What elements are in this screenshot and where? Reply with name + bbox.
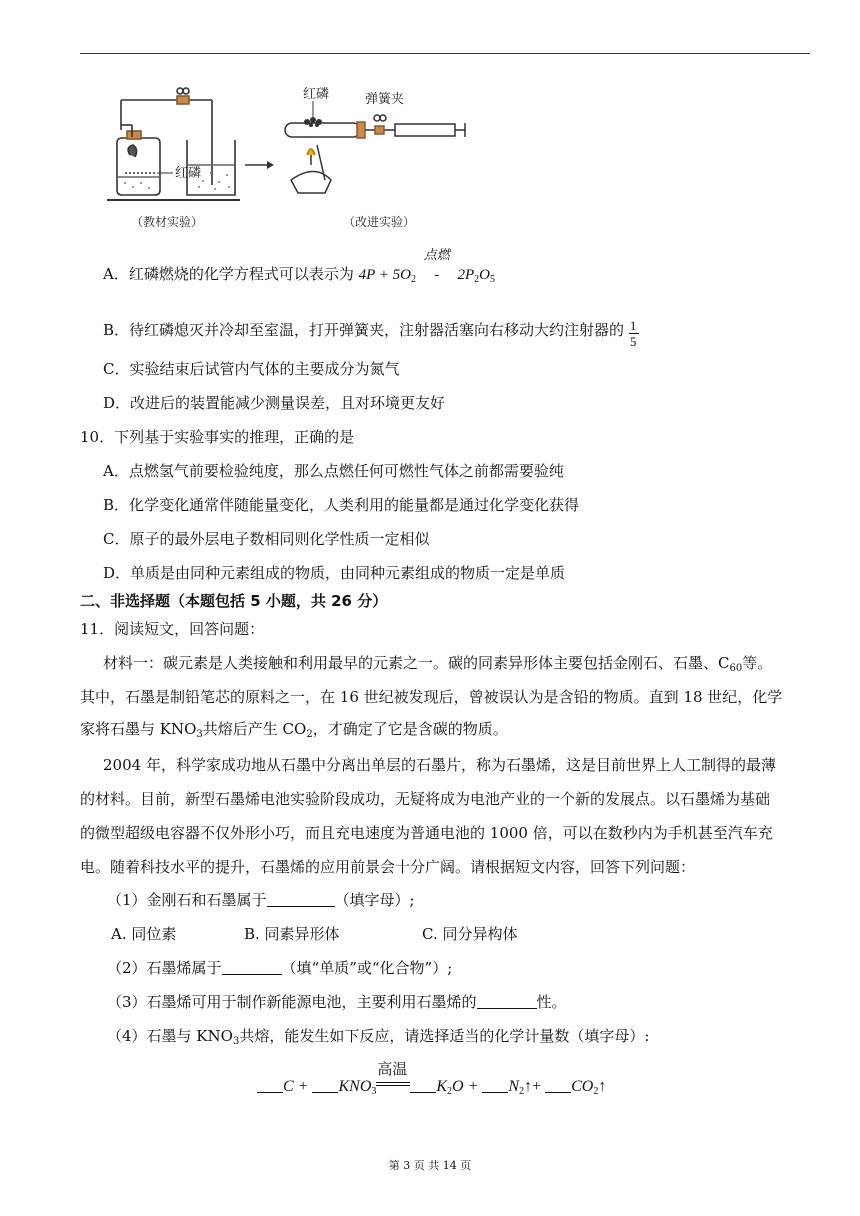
label-red-phosphorus-right: 红磷 xyxy=(303,87,330,102)
q11-sub1 xyxy=(107,890,415,910)
sub4-text-b: 共熔，能发生如下反应，请选择适当的化学计量数（填字母）: xyxy=(239,1027,650,1045)
q10-option-c: C．原子的最外层电子数相同则化学性质一定相似 xyxy=(103,530,430,548)
coef-blank-k2o[interactable] xyxy=(410,1078,436,1093)
passage-p2-line1: 2004 年，科学家成功地从石墨中分离出单层的石墨片，称为石墨烯，这是目前世界上人工制得的最薄 xyxy=(103,756,776,774)
eq-n-arrow: ↑+ xyxy=(524,1078,542,1095)
eq-product-mid: O xyxy=(479,267,490,283)
sub4-text-a: （4）石墨与 KNO xyxy=(107,1027,233,1045)
p1-l3-a: 家将石墨与 KNO xyxy=(80,720,197,738)
eq-n: N xyxy=(508,1078,520,1095)
q11-sub3 xyxy=(107,992,567,1012)
page-footer: 第 3 页 共 14 页 xyxy=(388,1159,472,1172)
q9-option-b xyxy=(103,318,639,348)
reaction-condition-text: 高温 xyxy=(377,1062,408,1078)
answer-blank-1[interactable] xyxy=(267,892,335,907)
q9-option-a xyxy=(103,247,495,290)
q11-sub4 xyxy=(107,1026,649,1052)
q9-option-c: C．实验结束后试管内气体的主要成分为氮气 xyxy=(103,360,400,378)
passage-p2-line4: 电。随着科技水平的提升，石墨烯的应用前景会十分广阔。请根据短文内容，回答下列问题： xyxy=(80,858,696,876)
p1-l3-sub1: 3 xyxy=(196,729,203,740)
section-title: 二、非选择题（本题包括 5 小题，共 26 分） xyxy=(80,592,388,610)
passage-p2-line2: 的材料。目前，新型石墨烯电池实验阶段成功，无疑将成为电池产业的一个新的发展点。以石墨烯为基础 xyxy=(80,790,771,808)
eq-kno: KNO xyxy=(338,1078,372,1095)
eq-co-arrow: ↑ xyxy=(598,1078,607,1095)
coef-blank-co2[interactable] xyxy=(545,1078,571,1093)
sub4-sub: 3 xyxy=(232,1036,240,1047)
p1-l3-c: ，才确定了它是含碳的物质。 xyxy=(312,720,508,738)
eq-o-plus: O + xyxy=(452,1078,479,1095)
eq-product-sub1: 2 xyxy=(474,274,480,285)
passage-p1-line2: 其中，石墨是制铅笔芯的原料之一，在 16 世纪被发现后，曾被误认为是含铅的物质。直到 18 世纪，化学 xyxy=(80,688,783,706)
eq-co-sub: 2 xyxy=(593,1086,599,1097)
q10-option-a: A．点燃氢气前要检验纯度，那么点燃任何可燃性气体之前都需要验纯 xyxy=(103,462,564,480)
eq-reactants-sub: 2 xyxy=(410,274,416,285)
eq-product: 2P xyxy=(457,267,475,283)
eq-k-sub: 2 xyxy=(447,1086,453,1097)
p1-l3-b: 共熔后产生 CO xyxy=(202,720,307,738)
q11-stem: 11．阅读短文，回答问题： xyxy=(80,620,265,638)
arrow-right-icon xyxy=(245,161,274,169)
eq-k: K xyxy=(436,1078,448,1095)
passage-p2-line3: 的微型超级电容器不仅外形小巧，而且充电速度为普通电池的 1000 倍，可以在数秒内为手机甚至汽车充 xyxy=(80,824,773,842)
coef-blank-n2[interactable] xyxy=(482,1078,508,1093)
label-spring-clamp: 弹簧夹 xyxy=(365,92,405,107)
choice-a: A. 同位素 xyxy=(111,925,177,943)
eq-reactants: 4P + 5O xyxy=(358,267,411,283)
q10-stem: 10．下列基于实验事实的推理，正确的是 xyxy=(80,428,355,446)
coef-blank-kno3[interactable] xyxy=(312,1078,338,1093)
eq-n-sub: 2 xyxy=(519,1086,525,1097)
passage-p1-line1 xyxy=(103,653,772,679)
caption-textbook: （教材实验） xyxy=(131,215,204,229)
phosphorus-pile xyxy=(304,117,322,127)
p1-l1-text: 材料一：碳元素是人类接触和利用最早的元素之一。碳的同素异形体主要包括金刚石、石墨、C xyxy=(103,654,730,672)
coef-blank-c[interactable] xyxy=(257,1078,283,1093)
p1-l1-sub: 60 xyxy=(729,663,743,674)
p1-l3-sub2: 2 xyxy=(306,729,313,740)
eq-condition: 点燃 xyxy=(423,247,450,262)
sub2-text: （2）石墨烯属于 xyxy=(107,959,222,977)
fraction-num: 1 xyxy=(629,318,637,333)
passage-p1-line3 xyxy=(80,719,508,745)
reaction-equation xyxy=(257,1062,607,1102)
caption-improved: （改进实验） xyxy=(343,215,416,229)
answer-blank-3[interactable] xyxy=(477,994,537,1009)
q10-option-d: D．单质是由同种元素组成的物质，由同种元素组成的物质一定是单质 xyxy=(103,564,566,582)
textbook-apparatus xyxy=(107,88,240,200)
p1-l1-end: 等。 xyxy=(742,654,773,672)
answer-blank-2[interactable] xyxy=(222,960,282,975)
eq-kno-sub: 3 xyxy=(371,1086,377,1097)
fraction-one-fifth xyxy=(629,318,639,348)
eq-product-sub2: 5 xyxy=(490,274,495,285)
eq-co: CO xyxy=(571,1078,594,1095)
choice-b: B. 同素异形体 xyxy=(244,925,340,943)
q9-equation xyxy=(358,247,495,290)
apparatus-figure xyxy=(95,85,475,235)
sub1-text: （1）金刚石和石墨属于 xyxy=(107,891,267,909)
sub3-text: （3）石墨烯可用于制作新能源电池，主要利用石墨烯的 xyxy=(107,993,477,1011)
q9-option-d: D．改进后的装置能减少测量误差，且对环境更友好 xyxy=(103,394,446,412)
q10-option-b: B．化学变化通常伴随能量变化，人类利用的能量都是通过化学变化获得 xyxy=(103,496,580,514)
eq-condition-box: 点燃 - xyxy=(420,265,454,285)
label-red-phosphorus-left: 红磷 xyxy=(175,166,202,181)
q9-option-a-text: A．红磷燃烧的化学方程式可以表示为 xyxy=(103,265,354,283)
q11-sub2 xyxy=(107,958,452,978)
eq-c: C + xyxy=(283,1078,309,1095)
sub1-hint: （填字母）; xyxy=(334,891,415,909)
sub2-hint: （填“单质”或“化合物”）; xyxy=(281,959,453,977)
reaction-condition xyxy=(376,1062,410,1091)
header-rule xyxy=(80,53,810,54)
q9-option-b-text: B．待红磷熄灭并冷却至室温，打开弹簧夹，注射器活塞向右移动大约注射器的 xyxy=(103,321,625,339)
fraction-den: 5 xyxy=(629,334,637,349)
sub3-hint: 性。 xyxy=(536,993,567,1011)
choice-c: C. 同分异构体 xyxy=(422,925,518,943)
